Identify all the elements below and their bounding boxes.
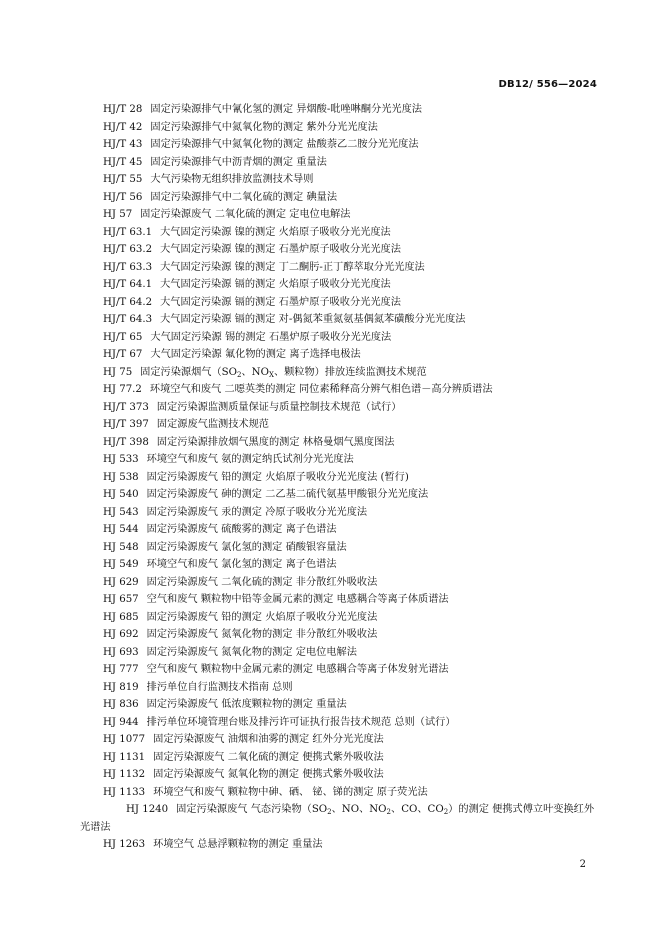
list-item xyxy=(0,206,662,224)
standard-code: HJ/T 43 xyxy=(103,139,143,150)
standard-title: 固定源废气监测技术规范 xyxy=(156,419,269,430)
standard-code: HJ/T 65 xyxy=(103,331,143,343)
standard-code: HJ/T 373 xyxy=(103,401,149,413)
list-item xyxy=(0,294,662,312)
standard-code: HJ/T 398 xyxy=(103,436,149,448)
list-item xyxy=(0,224,662,242)
standard-code: HJ 533 xyxy=(103,454,139,465)
list-item xyxy=(0,241,662,259)
standard-code: HJ 657 xyxy=(103,594,139,605)
standard-code: HJ 77.2 xyxy=(103,384,142,395)
list-item xyxy=(0,469,662,487)
standard-code: HJ 836 xyxy=(103,699,139,710)
list-item xyxy=(0,416,662,434)
standard-code: HJ/T 56 xyxy=(103,191,143,203)
standard-title: 空气和废气 颗粒物中金属元素的测定 电感耦合等离子体发射光谱法 xyxy=(146,664,449,675)
standard-code: HJ 693 xyxy=(103,646,139,658)
standard-title: 环境空气 总悬浮颗粒物的测定 重量法 xyxy=(153,839,323,850)
list-item xyxy=(0,714,662,732)
list-item xyxy=(0,626,662,644)
standard-title: 固定污染源废气 氮氧化物的测定 非分散红外吸收法 xyxy=(146,629,378,640)
standard-title: 固定污染源废气 二氧化硫的测定 定电位电解法 xyxy=(140,209,351,220)
standard-title: 固定污染源废气 二氧化硫的测定 便携式紫外吸收法 xyxy=(153,751,384,763)
list-item xyxy=(0,189,662,207)
standard-code: HJ 629 xyxy=(103,576,139,588)
list-item xyxy=(0,399,662,417)
standard-title: 固定污染源废气 氮氧化物的测定 定电位电解法 xyxy=(146,646,357,658)
standard-code: HJ 75 xyxy=(103,366,133,378)
standard-title: 固定污染源废气 气态污染物（$SO_2$、NO、$NO_2$、CO、$CO_2$）的测定 便携式傅立叶变换红外光谱法 xyxy=(80,804,595,833)
standard-code: HJ 538 xyxy=(103,471,139,483)
standard-title: 环境空气和废气 颗粒物中砷、硒、 铋、锑的测定 原子荧光法 xyxy=(153,786,428,798)
standard-code: HJ 544 xyxy=(103,524,139,535)
standard-code: HJ/T 64.2 xyxy=(103,296,153,308)
standard-title: 固定污染源废气 油烟和油雾的测定 红外分光光度法 xyxy=(153,734,384,745)
standard-title: 固定污染源废气 砷的测定 二乙基二硫代氨基甲酸银分光光度法 xyxy=(146,489,429,500)
standard-code: HJ 1240 xyxy=(126,804,169,815)
standard-title: 大气固定污染源 氟化物的测定 离子选择电极法 xyxy=(150,349,361,360)
list-item xyxy=(0,136,662,154)
standard-code: HJ/T 63.1 xyxy=(103,226,153,238)
list-item xyxy=(0,276,662,294)
standard-code: HJ 692 xyxy=(103,629,139,640)
standard-code: HJ 777 xyxy=(103,664,139,675)
standard-code: HJ/T 28 xyxy=(103,104,143,115)
standard-title: 排污单位环境管理台账及排污许可证执行报告技术规范 总则（试行） xyxy=(146,716,456,728)
list-item xyxy=(0,311,662,329)
standard-code: HJ 543 xyxy=(103,506,139,518)
standard-code: HJ/T 55 xyxy=(103,174,143,185)
list-item xyxy=(0,486,662,504)
standard-code: HJ 1131 xyxy=(103,751,146,763)
standard-title: 环境空气和废气 二噁英类的测定 同位素稀释高分辨气相色谱－高分辨质谱法 xyxy=(149,384,493,395)
standard-title: 大气固定污染源 镍的测定 丁二酮肟-正丁醇萃取分光光度法 xyxy=(160,261,425,273)
standard-title: 环境空气和废气 氯化氢的测定 离子色谱法 xyxy=(146,559,337,570)
list-item xyxy=(0,784,662,802)
list-item xyxy=(0,836,662,854)
standard-code: HJ/T 45 xyxy=(103,156,143,168)
standard-code: HJ 944 xyxy=(103,716,139,728)
list-item xyxy=(0,696,662,714)
standard-title: 大气固定污染源 镉的测定 火焰原子吸收分光光度法 xyxy=(160,279,391,290)
standard-title: 固定污染源监测质量保证与质量控制技术规范（试行） xyxy=(156,401,402,413)
standard-code: HJ/T 397 xyxy=(103,419,149,430)
standard-code: HJ/T 42 xyxy=(103,121,143,133)
list-item xyxy=(0,381,662,399)
standard-code: HJ/T 67 xyxy=(103,349,143,360)
list-item xyxy=(0,259,662,277)
standard-code: HJ 549 xyxy=(103,559,139,570)
standard-title: 大气固定污染源 锡的测定 石墨炉原子吸收分光光度法 xyxy=(150,331,392,343)
standard-code: HJ 1263 xyxy=(103,839,146,850)
list-item xyxy=(0,556,662,574)
standard-code: HJ/T 64.3 xyxy=(103,314,153,325)
standard-code: HJ 685 xyxy=(103,611,139,623)
list-item xyxy=(0,731,662,749)
standard-title: 固定污染源排气中沥青烟的测定 重量法 xyxy=(150,156,327,168)
list-item xyxy=(0,364,662,382)
list-item xyxy=(0,101,662,119)
list-item xyxy=(0,346,662,364)
standard-code: HJ 548 xyxy=(103,541,139,553)
list-item xyxy=(0,434,662,452)
list-item xyxy=(0,591,662,609)
standard-code: HJ/T 63.2 xyxy=(103,244,153,255)
list-item xyxy=(0,504,662,522)
standard-title: 大气固定污染源 镍的测定 火焰原子吸收分光光度法 xyxy=(160,226,391,238)
list-item xyxy=(0,171,662,189)
list-item xyxy=(0,801,662,836)
standard-title: 大气固定污染源 镍的测定 石墨炉原子吸收分光光度法 xyxy=(160,244,401,255)
list-item xyxy=(0,749,662,767)
standard-title: 大气固定污染源 镉的测定 石墨炉原子吸收分光光度法 xyxy=(160,296,401,308)
standard-code: HJ 540 xyxy=(103,489,139,500)
list-item xyxy=(0,766,662,784)
standard-title: 空气和废气 颗粒物中铅等金属元素的测定 电感耦合等离子体质谱法 xyxy=(146,594,449,605)
standard-title: 固定污染源废气 汞的测定 冷原子吸收分光光度法 xyxy=(146,506,368,518)
document-id-header: DB12/ 556—2024 xyxy=(498,79,597,90)
page-number: 2 xyxy=(579,859,586,870)
standard-code: HJ 1133 xyxy=(103,786,146,798)
standard-title: 固定污染源排气中氮氧化物的测定 紫外分光光度法 xyxy=(150,121,378,133)
standard-code: HJ/T 63.3 xyxy=(103,261,153,273)
standard-title: 固定污染源排气中氮氧化物的测定 盐酸萘乙二胺分光光度法 xyxy=(150,139,419,150)
standard-title: 固定污染源废气 二氧化硫的测定 非分散红外吸收法 xyxy=(146,576,378,588)
standard-code: HJ 1132 xyxy=(103,769,146,780)
standard-title: 固定污染源废气 硫酸雾的测定 离子色谱法 xyxy=(146,524,337,535)
list-item xyxy=(0,644,662,662)
standard-title: 大气污染物无组织排放监测技术导则 xyxy=(150,174,314,185)
standard-title: 固定污染源废气 氯化氢的测定 硝酸银容量法 xyxy=(146,541,347,553)
list-item xyxy=(0,661,662,679)
standard-title: 固定污染源排放烟气黑度的测定 林格曼烟气黑度图法 xyxy=(156,436,395,448)
list-item xyxy=(0,679,662,697)
standard-code: HJ 819 xyxy=(103,681,139,693)
standards-list xyxy=(0,101,662,854)
standard-title: 环境空气和废气 氨的测定纳氏试剂分光光度法 xyxy=(146,454,354,465)
standard-title: 固定污染源废气 铅的测定 火焰原子吸收分光光度法 (暂行) xyxy=(146,471,409,483)
standard-code: HJ 1077 xyxy=(103,734,146,745)
list-item xyxy=(0,154,662,172)
standard-title: 大气固定污染源 镉的测定 对-偶氮苯重氮氨基偶氮苯磺酸分光光度法 xyxy=(160,314,466,325)
list-item xyxy=(0,574,662,592)
list-item xyxy=(0,609,662,627)
standard-title: 固定污染源排气中氰化氢的测定 异烟酸-吡唑啉酮分光光度法 xyxy=(150,104,422,115)
standard-title: 固定污染源废气 氮氧化物的测定 便携式紫外吸收法 xyxy=(153,769,384,780)
list-item xyxy=(0,451,662,469)
standard-title: 固定污染源烟气（$SO_2$、$NO_X$、颗粒物）排放连续监测技术规范 xyxy=(140,366,427,379)
standard-code: HJ/T 64.1 xyxy=(103,279,153,290)
list-item xyxy=(0,119,662,137)
list-item xyxy=(0,521,662,539)
list-item xyxy=(0,539,662,557)
standard-code: HJ 57 xyxy=(103,209,133,220)
standard-title: 固定污染源废气 铅的测定 火焰原子吸收分光光度法 xyxy=(146,611,378,623)
list-item xyxy=(0,329,662,347)
standard-title: 固定污染源废气 低浓度颗粒物的测定 重量法 xyxy=(146,699,347,710)
standard-title: 固定污染源排气中二氧化硫的测定 碘量法 xyxy=(150,191,338,203)
standard-title: 排污单位自行监测技术指南 总则 xyxy=(146,681,293,693)
